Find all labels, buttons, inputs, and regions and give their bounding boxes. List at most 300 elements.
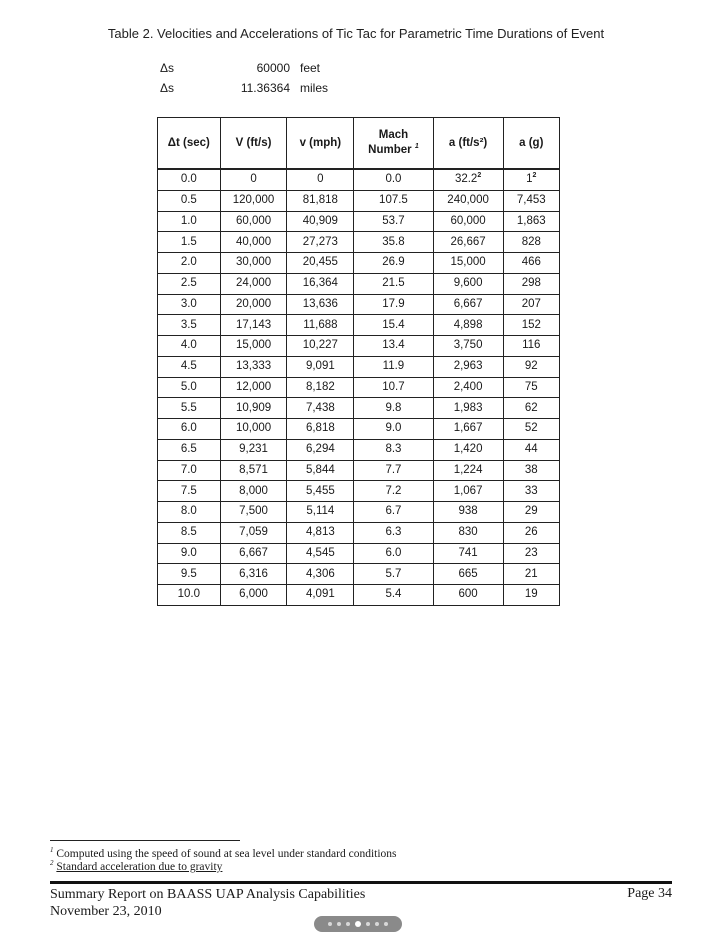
- cell-value: 3.5: [180, 318, 197, 331]
- cell-value: 4,545: [305, 546, 335, 559]
- cell-value: 8.3: [385, 443, 402, 456]
- cell-value: 2,400: [453, 380, 483, 393]
- cell-mach: [354, 294, 433, 315]
- cell-value: 6.7: [385, 505, 402, 518]
- cell-vmph: [287, 356, 354, 377]
- table-row: [158, 543, 560, 564]
- table-row: [158, 481, 560, 502]
- cell-dt: [158, 253, 221, 274]
- cell-dt: [158, 356, 221, 377]
- cell-mach: [354, 232, 433, 253]
- table-row: [158, 273, 560, 294]
- table-row: [158, 253, 560, 274]
- cell-afts: [433, 543, 503, 564]
- cell-dt: [158, 190, 221, 211]
- cell-value: 24,000: [235, 277, 272, 290]
- header-mach: [354, 118, 433, 170]
- cell-ag: [503, 585, 559, 606]
- cell-dt: [158, 294, 221, 315]
- cell-ag: [503, 398, 559, 419]
- cell-dt: [158, 419, 221, 440]
- cell-value: 665: [458, 567, 478, 580]
- cell-value: 15,000: [235, 339, 272, 352]
- cell-value: 116: [522, 339, 541, 352]
- cell-value: 4,813: [305, 526, 335, 539]
- cell-mach: [354, 439, 433, 460]
- cell-value: 12,000: [235, 380, 272, 393]
- cell-value: 207: [521, 297, 541, 310]
- cell-value: 20,000: [235, 297, 272, 310]
- cell-vfts: [220, 502, 287, 523]
- cell-afts: [433, 481, 503, 502]
- footnote-number: 2: [50, 859, 54, 868]
- delta-s-value: 11.36364: [240, 81, 290, 95]
- cell-dt: [158, 502, 221, 523]
- cell-vfts: [220, 460, 287, 481]
- header-v-fts: V (ft/s): [220, 118, 287, 170]
- table-row: [158, 502, 560, 523]
- header-delta-t: Δt (sec): [158, 118, 221, 170]
- cell-ag: [503, 232, 559, 253]
- table-row: [158, 211, 560, 232]
- delta-s-value: 60000: [256, 61, 290, 75]
- cell-value: 240,000: [447, 194, 489, 207]
- cell-value: 8.0: [180, 505, 197, 518]
- cell-mach: [354, 585, 433, 606]
- cell-value: 7,453: [516, 194, 546, 207]
- cell-mach: [354, 543, 433, 564]
- cell-value: 92: [524, 360, 538, 373]
- cell-value: 120,000: [232, 194, 275, 207]
- cell-vfts: [220, 419, 287, 440]
- cell-dt: [158, 273, 221, 294]
- delta-s-row: [160, 58, 328, 78]
- cell-value: 32.2: [454, 173, 478, 186]
- cell-vfts: [220, 543, 287, 564]
- cell-afts: [433, 585, 503, 606]
- cell-value: 6,000: [239, 588, 268, 601]
- cell-afts: [433, 522, 503, 543]
- page-dot[interactable]: [384, 922, 388, 926]
- delta-s-label: Δs: [160, 61, 175, 75]
- cell-value: 15.4: [382, 318, 405, 331]
- cell-dt: [158, 398, 221, 419]
- table-row: [158, 336, 560, 357]
- cell-value: 8,000: [239, 484, 268, 497]
- cell-value: 4,306: [305, 567, 335, 580]
- cell-afts: [433, 315, 503, 336]
- cell-afts: [433, 564, 503, 585]
- cell-value: 6,818: [305, 422, 335, 435]
- cell-value: 5.4: [385, 588, 402, 601]
- cell-vfts: [220, 564, 287, 585]
- page-indicator[interactable]: [314, 916, 402, 932]
- cell-value: 4.0: [180, 339, 197, 352]
- cell-value: 5,455: [305, 484, 335, 497]
- cell-value: 0.5: [180, 194, 197, 207]
- footnote-text: Computed using the speed of sound at sea level under standard conditions: [56, 848, 397, 860]
- page-dot[interactable]: [375, 922, 379, 926]
- cell-vmph: [287, 169, 354, 190]
- cell-value: 828: [521, 235, 541, 248]
- cell-afts: [433, 273, 503, 294]
- delta-s-label: Δs: [160, 81, 175, 95]
- cell-mach: [354, 502, 433, 523]
- footnote-ref: 2: [477, 172, 482, 180]
- cell-value: 11.9: [382, 360, 405, 373]
- page-dot[interactable]: [328, 922, 332, 926]
- cell-value: 40,000: [235, 235, 272, 248]
- cell-value: 15,000: [450, 256, 486, 269]
- cell-vmph: [287, 336, 354, 357]
- cell-dt: [158, 439, 221, 460]
- cell-vfts: [220, 356, 287, 377]
- cell-afts: [433, 253, 503, 274]
- report-date: November 23, 2010: [50, 904, 162, 919]
- cell-value: 830: [458, 526, 478, 539]
- cell-value: 10,227: [302, 339, 338, 352]
- cell-mach: [354, 419, 433, 440]
- cell-vfts: [220, 481, 287, 502]
- cell-value: 21.5: [382, 277, 405, 290]
- cell-value: 6.3: [385, 526, 402, 539]
- cell-value: 8.5: [180, 526, 197, 539]
- cell-value: 9.0: [180, 546, 197, 559]
- velocity-acceleration-table: [157, 117, 560, 606]
- cell-ag: [503, 481, 559, 502]
- cell-vmph: [287, 522, 354, 543]
- cell-vmph: [287, 419, 354, 440]
- delta-s-unit: miles: [300, 81, 329, 95]
- cell-vmph: [287, 398, 354, 419]
- cell-vfts: [220, 585, 287, 606]
- cell-value: 9,091: [305, 360, 335, 373]
- cell-value: 10.7: [382, 380, 405, 393]
- cell-dt: [158, 377, 221, 398]
- cell-value: 2.0: [180, 256, 197, 269]
- cell-value: 152: [521, 318, 541, 331]
- cell-value: 4.5: [180, 360, 197, 373]
- cell-value: 62: [524, 401, 538, 414]
- table-row: [158, 439, 560, 460]
- cell-afts: [433, 398, 503, 419]
- cell-value: 6.0: [385, 546, 402, 559]
- table-row: [158, 564, 560, 585]
- cell-afts: [433, 502, 503, 523]
- table-row: [158, 377, 560, 398]
- cell-mach: [354, 211, 433, 232]
- cell-vmph: [287, 502, 354, 523]
- table-row: [158, 460, 560, 481]
- cell-value: 0: [317, 173, 324, 186]
- cell-value: 1.0: [180, 214, 197, 227]
- cell-mach: [354, 273, 433, 294]
- cell-ag: [503, 169, 559, 190]
- cell-value: 20,455: [302, 256, 338, 269]
- cell-ag: [503, 460, 559, 481]
- cell-value: 19: [524, 588, 538, 601]
- cell-mach: [354, 522, 433, 543]
- table-row: [158, 419, 560, 440]
- cell-value: 6,294: [305, 443, 335, 456]
- report-title: Summary Report on BAASS UAP Analysis Capabilities: [50, 887, 366, 902]
- cell-ag: [503, 253, 559, 274]
- table-row: [158, 315, 560, 336]
- delta-s-block: [160, 58, 328, 98]
- cell-dt: [158, 336, 221, 357]
- cell-value: 26: [524, 526, 538, 539]
- cell-value: 10.0: [177, 588, 201, 601]
- cell-value: 11,688: [303, 318, 338, 331]
- footnote-2: [50, 861, 397, 874]
- header-mach-line1: Mach: [378, 129, 409, 141]
- cell-dt: [158, 543, 221, 564]
- cell-vmph: [287, 481, 354, 502]
- cell-value: 17.9: [382, 297, 405, 310]
- cell-value: 5.7: [385, 567, 402, 580]
- cell-ag: [503, 211, 559, 232]
- cell-vfts: [220, 190, 287, 211]
- cell-value: 1,224: [453, 463, 483, 476]
- cell-value: 6,667: [453, 297, 483, 310]
- cell-value: 3,750: [453, 339, 483, 352]
- cell-afts: [433, 377, 503, 398]
- table-row: [158, 169, 560, 190]
- cell-ag: [503, 336, 559, 357]
- cell-value: 4,898: [453, 318, 483, 331]
- cell-vmph: [287, 232, 354, 253]
- cell-vfts: [220, 273, 287, 294]
- cell-value: 38: [524, 463, 538, 476]
- cell-mach: [354, 564, 433, 585]
- page-dot[interactable]: [346, 922, 350, 926]
- cell-value: 75: [524, 380, 538, 393]
- cell-dt: [158, 481, 221, 502]
- cell-vfts: [220, 169, 287, 190]
- table-title: Table 2. Velocities and Accelerations of Tic Tac for Parametric Time Durations of Event: [107, 26, 605, 41]
- cell-mach: [354, 460, 433, 481]
- header-mach-line2: Number: [368, 144, 412, 156]
- cell-afts: [433, 356, 503, 377]
- cell-value: 1,863: [516, 214, 546, 227]
- cell-vmph: [287, 273, 354, 294]
- cell-value: 2.5: [180, 277, 197, 290]
- cell-value: 17,143: [235, 318, 272, 331]
- cell-afts: [433, 294, 503, 315]
- cell-value: 6,316: [239, 567, 268, 580]
- cell-afts: [433, 419, 503, 440]
- cell-afts: [433, 232, 503, 253]
- cell-value: 40,909: [302, 214, 338, 227]
- page-number: Page 34: [627, 886, 672, 901]
- header-v-mph: v (mph): [287, 118, 354, 170]
- cell-vmph: [287, 460, 354, 481]
- table-row: [158, 398, 560, 419]
- cell-dt: [158, 585, 221, 606]
- cell-ag: [503, 377, 559, 398]
- footnote-number: 1: [50, 846, 54, 855]
- cell-value: 60,000: [235, 214, 272, 227]
- cell-value: 1.5: [180, 235, 197, 248]
- cell-vfts: [220, 439, 287, 460]
- cell-vfts: [220, 232, 287, 253]
- cell-vfts: [220, 315, 287, 336]
- footnotes: [50, 848, 397, 874]
- cell-value: 6,667: [239, 546, 268, 559]
- cell-vfts: [220, 336, 287, 357]
- page-dot-active[interactable]: [355, 921, 361, 927]
- cell-mach: [354, 190, 433, 211]
- cell-value: 29: [524, 505, 538, 518]
- cell-value: 13,636: [302, 297, 338, 310]
- delta-s-row: [160, 78, 328, 98]
- cell-ag: [503, 315, 559, 336]
- cell-value: 5.5: [180, 401, 197, 414]
- cell-value: 7.5: [180, 484, 197, 497]
- cell-value: 0: [250, 173, 257, 186]
- cell-value: 6.0: [180, 422, 197, 435]
- cell-value: 52: [524, 422, 538, 435]
- cell-value: 4,091: [305, 588, 335, 601]
- cell-value: 741: [458, 546, 478, 559]
- cell-mach: [354, 398, 433, 419]
- cell-ag: [503, 294, 559, 315]
- cell-value: 9,231: [239, 443, 268, 456]
- cell-afts: [433, 460, 503, 481]
- cell-value: 8,182: [305, 380, 335, 393]
- cell-afts: [433, 211, 503, 232]
- cell-value: 7,059: [239, 526, 268, 539]
- cell-value: 1,420: [453, 443, 483, 456]
- cell-dt: [158, 211, 221, 232]
- cell-value: 9,600: [453, 277, 483, 290]
- cell-vmph: [287, 585, 354, 606]
- cell-value: 6.5: [180, 443, 197, 456]
- cell-dt: [158, 522, 221, 543]
- cell-value: 1,067: [453, 484, 483, 497]
- header-a-fts: a (ft/s²): [433, 118, 503, 170]
- cell-ag: [503, 419, 559, 440]
- cell-value: 7.7: [385, 463, 402, 476]
- cell-vmph: [287, 377, 354, 398]
- footnote-1: [50, 848, 397, 861]
- cell-ag: [503, 439, 559, 460]
- cell-dt: [158, 564, 221, 585]
- cell-vmph: [287, 253, 354, 274]
- cell-value: 1,983: [453, 401, 483, 414]
- cell-vfts: [220, 398, 287, 419]
- cell-value: 23: [524, 546, 538, 559]
- cell-vmph: [287, 294, 354, 315]
- cell-value: 9.0: [385, 422, 402, 435]
- cell-vfts: [220, 211, 287, 232]
- cell-mach: [354, 377, 433, 398]
- cell-value: 9.8: [385, 401, 402, 414]
- cell-value: 53.7: [382, 214, 405, 227]
- cell-value: 26,667: [450, 235, 486, 248]
- table-row: [158, 232, 560, 253]
- footnote-text: Standard acceleration due to gravity: [56, 861, 223, 873]
- cell-value: 7,438: [305, 401, 335, 414]
- cell-value: 0.0: [180, 173, 197, 186]
- delta-s-unit: feet: [300, 61, 321, 75]
- cell-value: 81,818: [302, 194, 338, 207]
- cell-afts: [433, 336, 503, 357]
- cell-value: 600: [458, 588, 478, 601]
- cell-value: 1,667: [453, 422, 483, 435]
- cell-value: 107.5: [379, 194, 408, 207]
- cell-value: 44: [524, 443, 538, 456]
- cell-mach: [354, 356, 433, 377]
- table-row: [158, 190, 560, 211]
- cell-value: 0.0: [385, 173, 402, 186]
- header-a-g: a (g): [503, 118, 559, 170]
- cell-ag: [503, 190, 559, 211]
- table-row: [158, 356, 560, 377]
- cell-ag: [503, 522, 559, 543]
- cell-vfts: [220, 253, 287, 274]
- cell-value: 26.9: [382, 256, 405, 269]
- cell-value: 35.8: [382, 235, 405, 248]
- cell-value: 8,571: [239, 463, 268, 476]
- page-dot[interactable]: [337, 922, 341, 926]
- cell-dt: [158, 460, 221, 481]
- cell-ag: [503, 502, 559, 523]
- cell-vfts: [220, 294, 287, 315]
- cell-vmph: [287, 315, 354, 336]
- cell-value: 5,844: [305, 463, 335, 476]
- cell-value: 13,333: [235, 360, 272, 373]
- cell-ag: [503, 356, 559, 377]
- cell-afts: [433, 190, 503, 211]
- footnote-ref: 2: [532, 172, 537, 180]
- cell-value: 2,963: [453, 360, 483, 373]
- cell-afts: [433, 439, 503, 460]
- page-dot[interactable]: [366, 922, 370, 926]
- cell-value: 938: [458, 505, 478, 518]
- cell-vmph: [287, 564, 354, 585]
- cell-dt: [158, 169, 221, 190]
- cell-ag: [503, 543, 559, 564]
- cell-dt: [158, 232, 221, 253]
- footer-left: [50, 886, 365, 920]
- cell-dt: [158, 315, 221, 336]
- cell-value: 10,000: [235, 422, 272, 435]
- cell-value: 9.5: [180, 567, 197, 580]
- cell-vmph: [287, 190, 354, 211]
- footnote-separator: [50, 840, 240, 841]
- cell-value: 16,364: [302, 277, 338, 290]
- cell-mach: [354, 253, 433, 274]
- table-header-row: [158, 118, 560, 170]
- cell-value: 10,909: [235, 401, 272, 414]
- cell-value: 13.4: [382, 339, 405, 352]
- cell-value: 7.2: [385, 484, 402, 497]
- cell-afts: [433, 169, 503, 190]
- cell-value: 7,500: [239, 505, 268, 518]
- table-body: [158, 169, 560, 605]
- cell-value: 33: [524, 484, 538, 497]
- cell-value: 1: [526, 173, 533, 186]
- cell-vmph: [287, 439, 354, 460]
- footnote-ref: 1: [414, 143, 419, 151]
- table-row: [158, 585, 560, 606]
- cell-mach: [354, 169, 433, 190]
- cell-value: 30,000: [235, 256, 272, 269]
- table-row: [158, 294, 560, 315]
- cell-value: 21: [524, 567, 538, 580]
- cell-value: 298: [521, 277, 541, 290]
